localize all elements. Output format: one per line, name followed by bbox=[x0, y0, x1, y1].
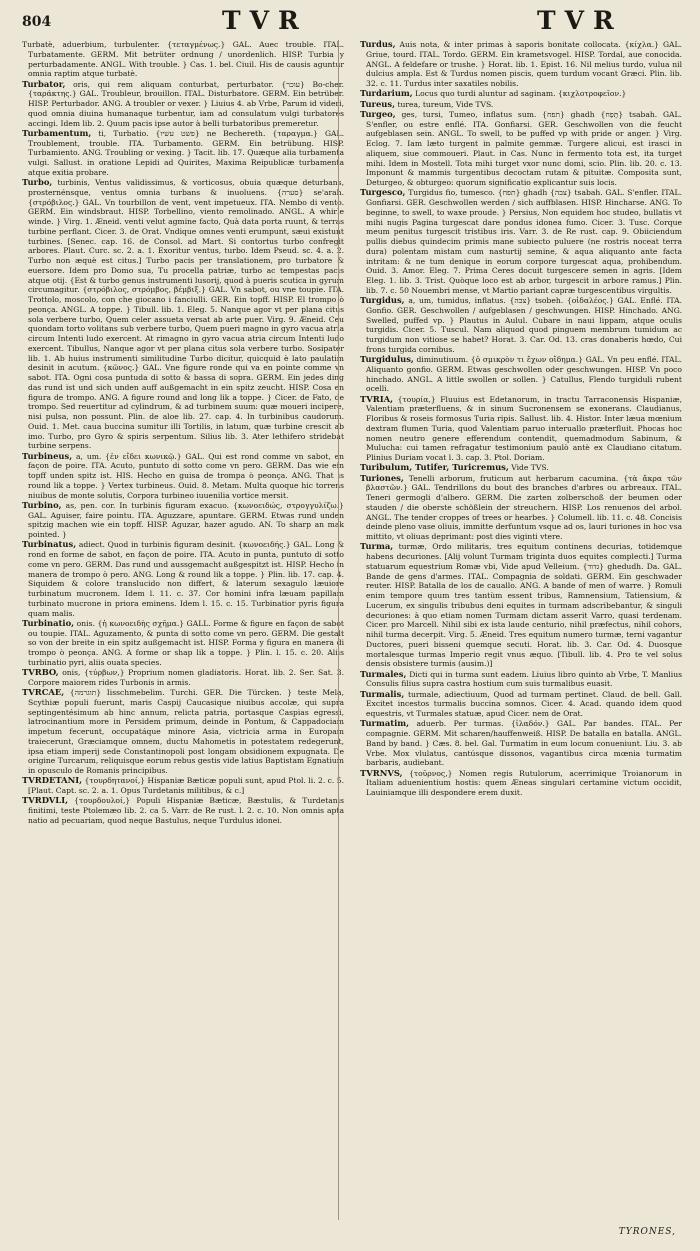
entry-text: turea, tureum, Vide TVS. bbox=[397, 99, 494, 109]
dictionary-entry bbox=[22, 40, 344, 79]
dictionary-entry bbox=[22, 540, 344, 618]
entry-headword: Turgesco, bbox=[360, 187, 406, 198]
dictionary-entry bbox=[22, 452, 344, 501]
dictionary-entry bbox=[360, 395, 682, 463]
entry-headword: Turiones, bbox=[360, 472, 404, 483]
entry-headword: TVRCAE, bbox=[22, 687, 65, 697]
entry-headword: Turgidulus, bbox=[360, 354, 414, 364]
entry-headword: Turmatim, bbox=[360, 718, 410, 729]
entry-text: {τουρία,} Fluuius est Edetanorum, in tractu Tarraconensis Hispaniæ, Valentiam præterfluens, & in sinum Sucronensem se exonerans. Claudianus, Floribus & roseis formosus Turia ripis. Sallust. lib. 4. Histor. Inter læua mœnium dextram flumen Turia, quod Valentiam paruo interuallo præterfluit. Phocas hoc nomen neutro genere efferendum contendit, quemadmodum Sabinum, & Mulucha: cui tamen refragatur testimonium paulò antè ex Claudiano citatum. Plinius Duriam vocat l. 3. cap. 3. Ptol. Doriam. bbox=[366, 394, 682, 462]
entry-text: {τοῦρνος,} Nomen regis Rutulorum, acerrimique Troianorum in Italiam aduenientium hostis: quem Æneas singulari certamine victum occidit, Lauiniamque illi despondere erem duxit. bbox=[366, 768, 682, 797]
entry-text: {תוגרמה} Iisschmebelim. Turchi. GER. Die Türcken. } teste Mela, Scythiæ populi fuerunt, maris Caspij Caucasique niuibus accolæ, qui supra septingentésimum ab hinc annum, relicta patria, portasque Caspias egressi, latrocinantium more in Persidem primum, deinde in Pontum, & Cappadociam impetum fecerunt, occupatáque minore Asia, victricia arma in Europam traiecerunt, Græciamque omnem, ductu Mahometis in potestatem redegerunt, ipsa etiam imperij sede Constantinopoli post longam obsidionem expugnata. De origine Turcarum, reliquisque eorum rebus gestis vide latius Baptistam Egnatium in opusculo de Romanis principibus. bbox=[28, 688, 344, 775]
entry-headword: Turbator, bbox=[22, 78, 66, 89]
dictionary-entry bbox=[360, 110, 682, 188]
text-columns bbox=[22, 40, 684, 1220]
dictionary-entry bbox=[22, 80, 344, 129]
entry-text: {τουρδητανοί,} Hispaniæ Bæticæ populi sunt, apud Ptol. li. 2. c. 5. [Plaut. Capt. sc. 2. a. 1. Opus Turdetanis militibus, & c.] bbox=[28, 776, 344, 795]
running-head-left: TVR bbox=[222, 6, 308, 35]
entry-headword: Turgeo, bbox=[360, 108, 396, 119]
entry-headword: TVRIA, bbox=[360, 393, 394, 404]
dictionary-entry bbox=[22, 178, 344, 451]
entry-headword: Tureus, bbox=[360, 98, 396, 109]
entry-text: Vide TVS. bbox=[511, 463, 549, 473]
entry-text: Dicti qui in turma sunt eadem. Liuius libro quinto ab Vrbe, T. Manlius Consulis filius supra castra hostium cum suis turmalibus euasit. bbox=[366, 669, 682, 689]
entry-text: ti, Turbatio. {פשט עשיו} ne Bechereth. {ταραγμα.} GAL. Troublement, trouble. ITA. Turbamento. GERM. Ein betrübung. HISP. Turbamiento. ANG. Troubling or vexing. } Tacit. lib. 17. Quæque alia turbamenta vulgi. Sallust. in oratione Lepidi ad Quirites, Maxima Reipublicæ turbamenta atque exitia probare. bbox=[28, 128, 344, 177]
dictionary-entry bbox=[22, 668, 344, 688]
entry-text: as, pen. cor. In turbinis figuram exacuo. {κωνοειδώς, στρογγυλίζω.} GAL. Aguiser, faire pointu. ITA. Aguzzare, apuntare. GERM. Etwas rund unden spitzig machen wie ein topff. HISP. Aguzar, hazer agudo. AN. To sharp an mak pointed. } bbox=[28, 500, 344, 539]
page-header bbox=[22, 6, 684, 40]
entry-text: turbinis, Ventus validissimus, & vorticosus, obuia quæque deturbans, prosternénsque, ventus omnia turbans & inuoluens. {סערה} se'arah. {στρόβιλος.} GAL. Vn tourbillon de vent, vent impetueux. ITA. Nembo di vento. GERM. Ein windsbraut. HISP. Torbellino, viento remolinado. ANGL. A whirle winde. } Virg. 1. Æneid. venti velut agmine facto, Quà data porta ruunt, & terras turbine perflant. Cicer. 3. de Orat. Vndique omnes venti erumpunt, sæui existunt turbines. [Senec. cap. 16. de Consol. ad Mart. Si contortus turbo confregit arbores. Plaut. Curc. sc. 2. a. 1. Exoritur ventus, turbo. Idem Pseud. sc. 4. a. 2. Turbo non æquè est citus.] Turbo pacis per translationem, pro turbatore & euersore. Idem pro Domo sua, Tu procella patriæ, turbo ac tempestas pacis atque otij. {Est & turbo genus instrumenti lusorij, quod à pueris scutica in gyrum circumagitur. {στρόβιλος, στρόμβος, βέμβιξ.} GAL. Vn sabot, ou vne toupie. ITA. Trottolo, moscolo, con che giocano i fanciulli. GER. Ein topff. HISP. El trompo ò peonça. ANGL. A toppe. } Tibull. lib. 1. Eleg. 5. Nanque agor vt per plana citus sola verbere turbo, Quem celer assueta versat ab arte puer. Virg. 9. Æneid. Ceu quondam torto volitans sub verbere turbo, Quem pueri magno in gyro vacua atria circum Intenti ludo exercent. At rimagno in gyro vacua atria circum Intenti ludo exercent. Tibullus, Nanque agor vt per plana citus sola verbere turbo. Sosipater lib. 1. Ab huius instrumenti similitudine Turbo dicitur, quicquid è lato paulatim desinit in acutum. {κῶνος.} GAL. Vne figure ronde qui va en pointe comme vn sabot. ITA. Ogni cosa puntuda di sotto & bassa di sopra. GERM. Ein jedes ding das rund ist und sich unden auff außgemacht in ein spitz zeucht. HISP. Cosa en figura de trompo. ANG. A figure round and long lik a toppe. } Cicer. de Fato, de trompo. Sed reuertitur ad cylindrum, & ad turbinem suum: quæ moueri incipere, nisi pulsa, non possunt. Plin. de aloe lib. 27. cap. 4. In turbinibus caudorum. Ouid. 1. Met. caua buccina sumitur illi Tortilis, in latum, quæ turbine crescit ab imo. Turbo, pro Gyro & spiris serpentum. Silius lib. 3. Ater lethifero stridebat turbine serpens. bbox=[28, 178, 344, 451]
entry-headword: Turdarium, bbox=[360, 88, 413, 99]
dictionary-entry bbox=[22, 688, 344, 776]
dictionary-entry bbox=[360, 542, 682, 669]
entry-text: Locus quo turdi aluntur ad saginam. {κιχλοτροφεῖον.} bbox=[415, 89, 627, 99]
entry-text: adiect. Quod in turbinis figuram desinit. {κωνοειδής.} GAL. Long & rond en forme de sabot, en façon de poire. ITA. Acuto in punta, puntuto di sotto come vn pero. GERM. Das rund und aussgemacht außgespitzt ist. HISP. Hecho in manera de trompo ò pero. ANG. Long & round lik a toppe. } Plin. lib. 17. cap. 4. Siquidem & colore translucido non differt, & laterum sexagulo læuiore turbinatum mucronem. Idem l. 11. c. 37. Cor homini infra læuam papillam turbinato mucrone in priora eminens. Idem l. 15. c. 15. Turbinatior pyris figura quam malis. bbox=[28, 540, 344, 618]
entry-headword: TVRDVLI, bbox=[22, 795, 69, 806]
entry-headword: Turbamentum, bbox=[22, 127, 92, 138]
dictionary-entry bbox=[22, 796, 344, 825]
entry-text: turmale, adiectiuum, Quod ad turmam pertinet. Claud. de bell. Gall. Excitet incestos turmalis buccina somnos. Cicer. 4. Acad. quando idem quod equestris, vt Turmales statuæ, apud Cicer. nem de Orat. bbox=[366, 689, 682, 718]
entry-text: a, um. {ἐν εἴδει κωνικῷ.} GAL. Qui est rond comme vn sabot, en façon de poire. ITA. Acuto, puntuto di sotto come vn pero. GERM. Das wie ein topff unden spitz ist. HIS. Hecho en guisa de trompa ò peonça. ANG. That is round lik a toppe. } Vertex turbineus. Ouid. 8. Metam. Multa quoque hic torrens niuibus de monte solutis, Corpora turbineo iuuenilia vortice mersit. bbox=[28, 451, 344, 500]
dictionary-entry bbox=[360, 463, 682, 473]
left-column bbox=[22, 40, 344, 1220]
entry-headword: TVRDETANI, bbox=[22, 775, 83, 786]
dictionary-entry bbox=[360, 474, 682, 542]
dictionary-entry bbox=[360, 355, 682, 394]
entry-headword: Turma, bbox=[360, 541, 394, 552]
entry-text: oris, qui rem aliquam conturbat, perturbator. {עוכר} Bo-cher. {ταράκτης.} GAL. Troubleur, brouillon. ITAL. Disturbatore. GERM. Ein betrüber. HISP. Perturbador. ANG. A troubler or vexer. } Liuius 4. ab Vrbe, Parum id videri, quod omnia diuina humanaque turbentur, iam ad consulatum vulgi turbatores accingi. Idem lib. 2. Quum pacis ipse autor à belli turbatoribus premeretur. bbox=[28, 79, 344, 128]
entry-headword: Turbino, bbox=[22, 499, 62, 510]
catchword: TYRONES, bbox=[618, 1227, 676, 1237]
entry-text: a, um, tumidus, inflatus. {צבה} tsobeh. {οἰδαλέος.} GAL. Enflé. ITA. Gonfio. GER. Geschwollen / aufgeblasen / geschwungen. HISP. Hinchado. ANG. Swelled, puffed vp. } Plautus in Aulul. Cubare in naui lippam, atque oculis turgidis. Cicer. 5. Tuscul. Nam aliquod quod pinguem membrum tumidum ac turgidum non vitiose se habet? Horat. 3. Car. Od. 13. cras donaberis hœdo, Cui frons turgida cornibus. bbox=[366, 296, 682, 354]
dictionary-entry bbox=[360, 670, 682, 690]
column-divider bbox=[338, 40, 339, 1220]
dictionary-entry bbox=[360, 188, 682, 295]
dictionary-entry bbox=[22, 129, 344, 178]
entry-headword: Turmales, bbox=[360, 668, 407, 679]
entry-headword: Turbo, bbox=[22, 177, 53, 187]
dictionary-entry bbox=[360, 690, 682, 719]
entry-headword: Turbinatio, bbox=[22, 617, 75, 628]
entry-headword: Turmalis, bbox=[360, 688, 405, 699]
entry-text: onis, {τύρβων,} Proprium nomen gladiatoris. Horat. lib. 2. Ser. Sat. 3. Corpore maiorem rides Turbonis in armis. bbox=[28, 668, 344, 687]
dictionary-entry bbox=[360, 719, 682, 768]
dictionary-entry bbox=[360, 296, 682, 355]
entry-headword: Turgidus, bbox=[360, 295, 405, 305]
dictionary-entry bbox=[360, 40, 682, 89]
entry-text: Tenelli arborum, fruticum aut herbarum cacumina. {τὰ ἄκρα τῶν βλαστῶν.} GAL. Tendrillons du bout des branches d'arbres ou arbreaux. ITAL. Teneri germogli d'albero. GERM. Die zarten zolberschoß der beumen oder stauden / die oberste schößlein der streuchern. HISP. Los renuenos del arbol. ANGL. The tender croppes of trees or hearbes. } Columell. lib. 11. c. 48. Concisis deinde pleno vase oliuis, immitte derfuntum vsque ad os, lauri turiones in hoc vsa mittito, vt oliuas deprimant: post dies viginti vtere. bbox=[366, 473, 682, 541]
entry-text: ges, tursi, Tumeo, inflatus sum. {תפח} ghadh {תָּפַח} tsabah. GAL. S'enfler, ou estre enflé. ITA. Gonfiarsi. GER. Geschwollen von die feucht aufgeblasen sein. ANGL. To swell, to be puffed vp with pride or anger. } Virg. Eclog. 7. Iam læto turgent in palmite gemmæ. Turgere alicui, est irasci in aliquem, siue commoueri. Plaut. in Cas. Nunc in fermento tota est, ita turget mihi. Idem in Mostell. Tota mihi turget vxor nunc domi, scio. Plin. lib. 20. c. 13. Imponunt & mammis turgentibus decoctam rutam & pituitæ. Composita sunt, Deturgeo, & obturgeo: quorum significatio explicantur suis locis. bbox=[366, 109, 682, 187]
entry-headword: TVRNVS, bbox=[360, 767, 403, 778]
page-number: 804 bbox=[22, 14, 52, 30]
dictionary-entry bbox=[360, 769, 682, 798]
dictionary-entry bbox=[22, 776, 344, 796]
entry-text: onis. {ἡ κωνοειδὴς σχῆμα.} GALL. Forme & figure en façon de sabot ou toupie. ITAL. Aguzamento, & punta di sotto come vn pero. GERM. Die gestalt so von der breite in ein spitz außgemacht ist. HISP. Forma y figura en manera di trompo ò peonça. ANG. A forme or shap lik a toppe. } Plin. l. 15. c. 20. Aliis turbinatio pyri, aliis ouata species. bbox=[28, 618, 344, 667]
entry-headword: Turibulum, Tutifer, Turicremus, bbox=[360, 462, 509, 473]
entry-text: {τουρδουλοί,} Populi Hispaniæ Bæticæ, Bæstulis, & Turdetanis finitimi, teste Ptolemæo lib. 2. ca 5. Varr. de Re rust. l. 2. c. 10. Non omnis apta natio ad pecuariam, quod neque Bastulus, neque Turdulus idonei. bbox=[28, 796, 344, 825]
dictionary-entry bbox=[22, 619, 344, 668]
running-head-right: TVR bbox=[537, 6, 623, 35]
dictionary-entry bbox=[360, 89, 682, 99]
dictionary-entry bbox=[360, 100, 682, 110]
entry-text: aduerb. Per turmas. {ἰλαδόν.} GAL. Par bandes. ITAL. Per compagnie. GERM. Mit scharen/hauffenweiß. HISP. De batalla en batalla. ANGL. Band by band. } Cæs. 8. bel. Gal. Turmatim in eum locum conueniunt. Liu. 3. ab Vrbe. Mox vlulatus, cantúsque dissonos, vagantibus circa mœnia turmatim barbaris, audiebant. bbox=[366, 719, 682, 768]
right-column bbox=[360, 40, 682, 1220]
entry-text: Auis nota, & inter primas à saporis bonitate collocata. {κίχλα.} GAL. Griue, tourd. ITAL. Tordo. GERM. Ein krametsvogel. HISP. Tordal, aue conocida. ANGL. A feldefare or trushe. } Horat. lib. 1. Epist. 16. Nil melius turdo, vulua nil dulcius ampla. Est & Turdus nomen piscis, quem turdum vocant Græci. Plin. lib. 32. c. 11. Turdus inter saxatiles nobilis. bbox=[366, 40, 682, 88]
entry-text: turmæ, Ordo militaris, tres equitum continens decurias, totidemque habens decuriones. [Alij volunt Turmam triginta duos equites complecti.] Turma statuarum equestrium Romæ vbi, Vide apud Velleium. {גדוד} ghedudh. Da. GAL. Bande de gens d'armes. ITAL. Compagnia de soldati. GERM. Ein geschwader reuter. HISP. Batalla de los de cauallo. ANG. A bande of men of warre. } Romuli enim tempore quum tres tantùm essent tribus, Ramnensium, Tatiensium, & Lucerum, ex singulis tribubus deni equites in turmam adscribebantur, & singuli decuriones: à quo etiam nomen Turmam dictam asserit Varro, quasi terdenam. Cicer. pro Marcell. Nihil sibi ex ista laude centurio, nihil præfectus, nihil cohors, nihil turma decerpit. Virg. 5. Æneid. Tres equitum numero turmæ, terni vagantur Ductores, pueri bisseni quemque secuti. Horat. lib. 3. Car. Od. 4. Duosque mortalesque turmas Imperio regit vnus æquo. [Tibull. lib. 4. Pro te vel solus densis obsistere turmis (ausim.)] bbox=[366, 542, 682, 669]
entry-headword: Turdus, bbox=[360, 40, 396, 49]
entry-text: Turgidus fio, tumesco. {תפח} ghadh {צבה} tsabah. GAL. S'enfler. ITAL. Gonfiarsi. GER. Geschwollen werden / sich auffblasen. HISP. Hincharse. ANG. To beginne, to swell, to waxe proude. } Persius, Non equidem hoc studeo, bullatis vt mihi nugis Pagina turgescat dare pondus idonea fumo. Cicer. 3. Tusc. Corque meum penitus turgescit tristibus iris. Varr. 3. de Re rust. cap. 9. Obiiciendum pullis diebus quindecim primis mane subiecto puluere (ne rostris noceat terra dura) polentam mistam cum nasturtij semine, & aqua aliquanto ante facta intritam: & ne tum denique in eorum corpore turgescat aqua, prohibendum. Ouid. 3. Amor. Eleg. 7. Prima Ceres docuit turgescere semen in agris. [Idem Eleg. 1. lib. 3. Trist. Quòque loco est ab arbor, turgescit in arbore ramus.] Plin. lib. 7. c. 50 Nouembri mense, vt Martio pariant capræ turgescentibus virgultis. bbox=[366, 188, 682, 295]
entry-text: Turbatè, aduerbium, turbulenter. {τεταγμένως.} GAL. Auec trouble. ITAL. Turbatamente. GERM. Mit betrüter ordnung / unordenlich. HISP. Turbia y perturbadamente. ANGL. With trouble. } Cas. 1. bel. Ciuil. His de causis aguntur omnia raptim atque turbatè. bbox=[22, 40, 344, 79]
entry-headword: Turbinatus, bbox=[22, 539, 77, 550]
entry-text: diminutiuum. {ὁ σμικρὸν τι ἔχων οἴδημα.} GAL. Vn peu enflé. ITAL. Aliquanto gonfio. GERM. Etwas geschwollen oder geschwungen. HISP. Vn poco hinchado. ANGL. A little swollen or sollen. } Catullus, Flendo turgiduli rubent ocelli. bbox=[366, 355, 682, 394]
dictionary-entry bbox=[22, 501, 344, 540]
entry-headword: TVRBO, bbox=[22, 667, 59, 677]
entry-headword: Turbineus, bbox=[22, 450, 73, 461]
